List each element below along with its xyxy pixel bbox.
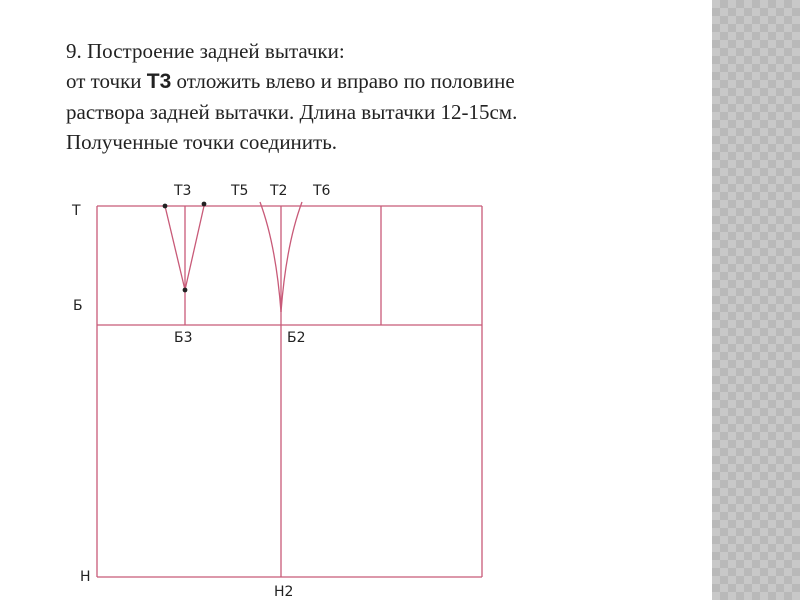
label-b3: Б3: [174, 330, 193, 346]
label-t: Т: [72, 203, 81, 219]
instruction-heading: 9. Построение задней вытачки:: [66, 39, 345, 63]
instruction-line-4: Полученные точки соединить.: [66, 130, 338, 154]
label-t2: Т2: [270, 183, 288, 199]
label-t3: Т3: [174, 183, 192, 199]
label-t6: Т6: [313, 183, 331, 199]
point-dot-right: [202, 202, 207, 207]
line2-before: от точки: [66, 69, 147, 93]
label-b: Б: [73, 298, 83, 314]
back-dart-left-leg: [165, 206, 185, 290]
label-n2: Н2: [274, 584, 294, 600]
decorative-side-strip: [712, 0, 800, 600]
point-reference-t3: Т3: [146, 70, 172, 93]
back-dart-right-leg: [185, 206, 204, 290]
side-dart-left-curve: [260, 202, 281, 312]
point-dot-left: [163, 204, 168, 209]
dart-apex-dot: [183, 288, 188, 293]
line2-after: отложить влево и вправо по половине: [171, 69, 515, 93]
label-t5: Т5: [231, 183, 249, 199]
label-b2: Б2: [287, 330, 306, 346]
label-n: Н: [80, 569, 91, 585]
instruction-line-3: раствора задней вытачки. Длина вытачки 12-15см.: [66, 100, 518, 124]
side-dart-right-curve: [281, 202, 302, 312]
